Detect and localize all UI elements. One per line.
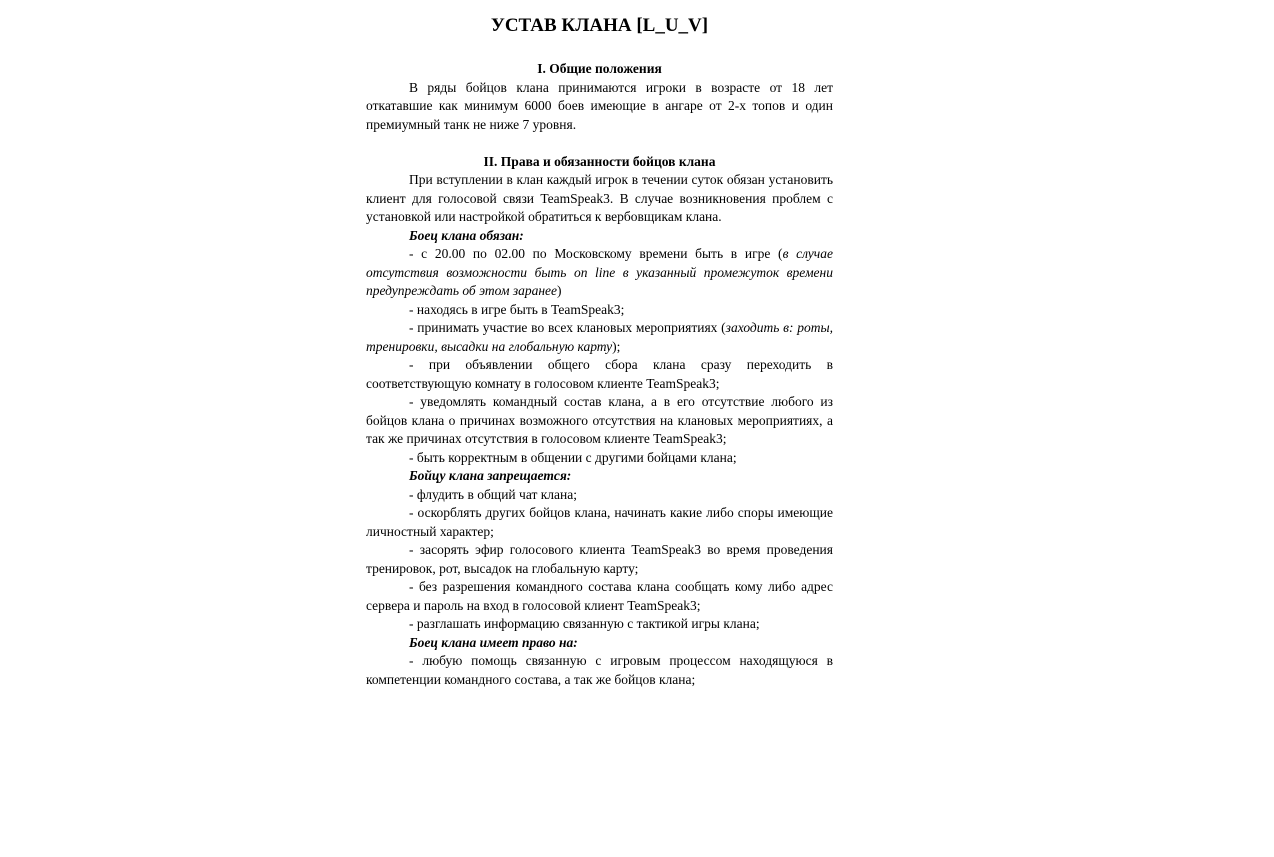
duty-item: - при объявлении общего сбора клана сразу переходить в соответствующую комнату в голосовом клиенте TeamSpeak3; <box>366 357 833 391</box>
item-text: - принимать участие во всех клановых мероприятиях ( <box>409 320 726 335</box>
item-text: - с 20.00 по 02.00 по Московскому времени быть в игре ( <box>409 246 783 261</box>
right-item: - любую помощь связанную с игровым процессом находящуюся в компетенции командного состава, а так же бойцов клана; <box>366 653 833 687</box>
item-italic-note: заходить в: роты, тренировки, высадки на глобальную карту <box>366 320 833 354</box>
item-tail: ); <box>612 338 621 354</box>
section-rights-duties <box>366 153 833 690</box>
item-tail: ) <box>557 283 562 298</box>
duty-item: - уведомлять командный состав клана, а в его отсутствие любого из бойцов клана о причинах возможного отсутствия на клановых мероприятиях, а так же причинах отсутствия в голосовом клиенте TeamSpeak3; <box>366 394 833 446</box>
section-heading: I. Общие положения <box>537 61 662 76</box>
section-paragraph: В ряды бойцов клана принимаются игроки в возрасте от 18 лет откатавшие как минимум 6000 боев имеющие в ангаре от 2-х топов и один премиумный танк не ниже 7 уровня. <box>366 79 833 132</box>
spacer <box>366 134 833 153</box>
prohibition-item: - разглашать информацию связанную с тактикой игры клана; <box>409 616 760 631</box>
prohibition-item: - флудить в общий чат клана; <box>409 486 577 502</box>
duties-heading: Боец клана обязан: <box>409 227 524 243</box>
duty-item <box>366 245 833 301</box>
prohibition-item: - засорять эфир голосового клиента TeamSpeak3 во время проведения тренировок, рот, высадок на глобальную карту; <box>366 542 833 576</box>
item-italic-note: в случае отсутствия возможности быть on line в указанный промежуток времени предупреждать об этом заранее <box>366 246 833 298</box>
rights-heading: Боец клана имеет право на: <box>409 634 578 650</box>
section-general-provisions <box>366 60 833 134</box>
prohibition-item: - без разрешения командного состава клана сообщать кому либо адрес сервера и пароль на вход в голосовой клиент TeamSpeak3; <box>366 579 833 613</box>
section-paragraph: При вступлении в клан каждый игрок в течении суток обязан установить клиент для голосовой связи TeamSpeak3. В случае возникновения проблем с установкой или настройкой обратиться к вербовщикам клана. <box>366 172 833 224</box>
document-page <box>366 14 833 689</box>
duty-item: - находясь в игре быть в TeamSpeak3; <box>409 301 625 317</box>
duty-item <box>366 319 833 356</box>
document-title: УСТАВ КЛАНА [L_U_V] <box>490 15 709 36</box>
section-heading: II. Права и обязанности бойцов клана <box>483 153 716 169</box>
prohibition-item: - оскорблять других бойцов клана, начинать какие либо споры имеющие личностный характер; <box>366 505 833 539</box>
prohibitions-heading: Бойцу клана запрещается: <box>409 468 572 483</box>
duty-item: - быть корректным в общении с другими бойцами клана; <box>409 449 737 465</box>
